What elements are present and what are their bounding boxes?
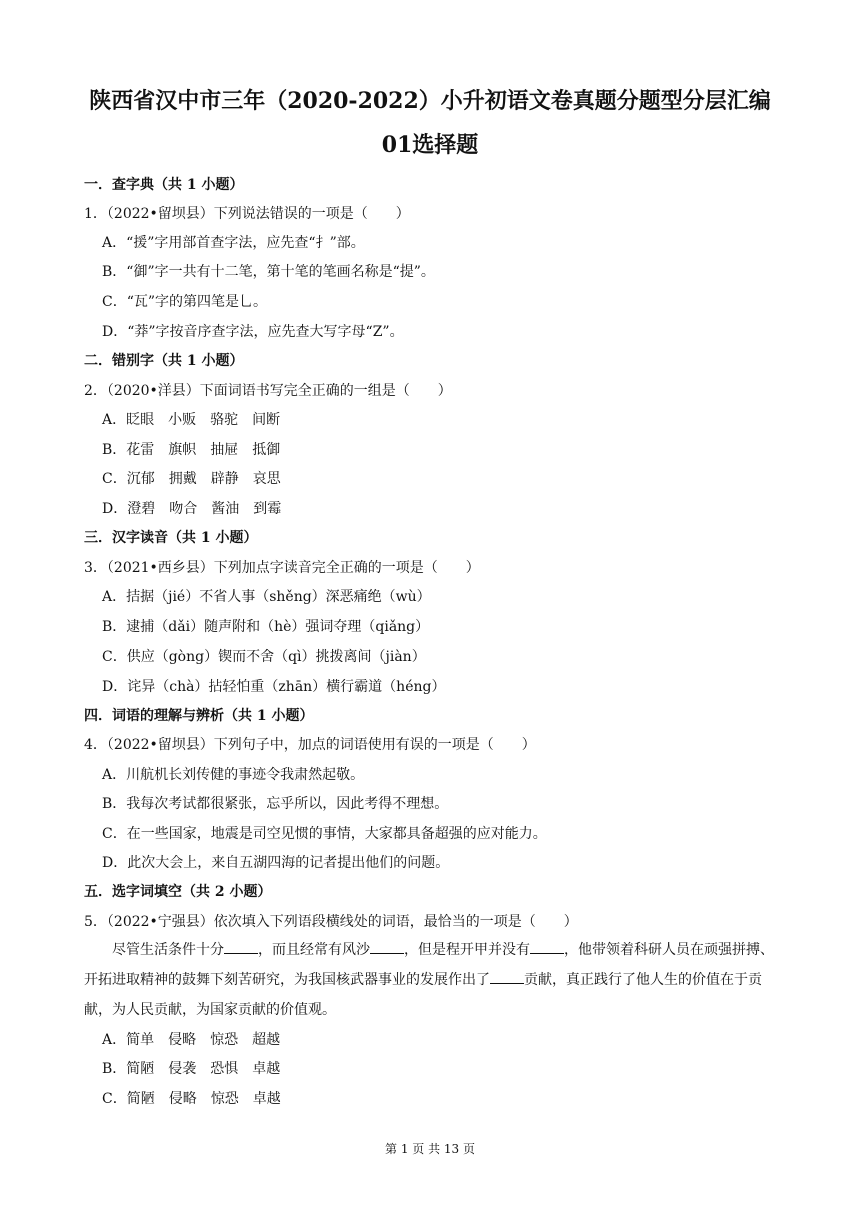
answer-blank	[490, 971, 524, 984]
document-subtitle: 01选择题	[381, 132, 479, 158]
passage-segment: 贡献，真正践行了他人生的价值在于贡献，为人民贡献，为国家贡献的价值观。	[84, 972, 762, 1018]
option-a: A．眨眼 小贩 骆驼 间断	[102, 412, 281, 428]
option-a: A．川航机长刘传健的事迹令我肃然起敬。	[102, 767, 365, 783]
question-passage	[84, 935, 774, 1025]
option-a: A．拮据（jié）不省人事（shěng）深恶痛绝（wù）	[102, 589, 431, 605]
question-stem: 4．（2022•留坝县）下列句子中，加点的词语使用有误的一项是（ ）	[84, 737, 536, 753]
option-b: B．简陋 侵袭 恐惧 卓越	[102, 1061, 281, 1077]
section-heading: 五．选字词填空（共 2 小题）	[84, 884, 272, 900]
passage-segment: ，而且经常有风沙	[258, 942, 370, 958]
question-stem: 1．（2022•留坝县）下列说法错误的一项是（ ）	[84, 206, 410, 222]
question-stem: 2．（2020•洋县）下面词语书写完全正确的一组是（ ）	[84, 383, 452, 399]
option-b: B．“御”字一共有十二笔，第十笔的笔画名称是“提”。	[102, 264, 435, 280]
question-stem: 5．（2022•宁强县）依次填入下列语段横线处的词语，最恰当的一项是（ ）	[84, 914, 578, 930]
answer-blank	[224, 941, 258, 954]
option-a: A．简单 侵略 惊恐 超越	[102, 1032, 281, 1048]
passage-segment: ，他带领着科研人员在顽强拼搏、开拓进取精神的鼓舞下刻苦研究，为我国核武器事业的发展作出了	[84, 942, 774, 988]
option-b: B．花雷 旗帜 抽屉 抵御	[102, 442, 281, 458]
option-d: D．诧异（chà）拈轻怕重（zhān）横行霸道（héng）	[102, 679, 446, 695]
option-c: C．“瓦”字的第四笔是乚。	[102, 294, 268, 310]
option-b: B．逮捕（dǎi）随声附和（hè）强词夺理（qiǎng）	[102, 619, 430, 635]
option-c: C．简陋 侵略 惊恐 卓越	[102, 1091, 281, 1107]
option-b: B．我每次考试都很紧张，忘乎所以，因此考得不理想。	[102, 796, 449, 812]
passage-segment: 尽管生活条件十分	[112, 942, 224, 958]
section-heading: 三．汉字读音（共 1 小题）	[84, 530, 258, 546]
page-footer: 第 1 页 共 13 页	[385, 1142, 475, 1156]
option-d: D．“莽”字按音序查字法，应先查大写字母“Z”。	[102, 324, 404, 340]
option-a: A．“援”字用部首查字法，应先查“扌”部。	[102, 235, 365, 251]
section-heading: 二．错别字（共 1 小题）	[84, 353, 244, 369]
option-c: C．沉郁 拥戴 辟静 哀思	[102, 471, 281, 487]
document-title: 陕西省汉中市三年（2020-2022）小升初语文卷真题分题型分层汇编	[89, 88, 771, 114]
question-stem: 3．（2021•西乡县）下列加点字读音完全正确的一项是（ ）	[84, 560, 480, 576]
answer-blank	[370, 941, 404, 954]
answer-blank	[530, 941, 564, 954]
option-d: D．此次大会上，来自五湖四海的记者提出他们的问题。	[102, 855, 450, 871]
section-heading: 一．查字典（共 1 小题）	[84, 177, 244, 193]
option-c: C．供应（gòng）锲而不舍（qì）挑拨离间（jiàn）	[102, 649, 426, 665]
option-d: D．澄碧 吻合 酱油 到霉	[102, 501, 282, 517]
section-heading: 四．词语的理解与辨析（共 1 小题）	[84, 708, 314, 724]
option-c: C．在一些国家，地震是司空见惯的事情，大家都具备超强的应对能力。	[102, 826, 547, 842]
passage-segment: ，但是程开甲并没有	[404, 942, 530, 958]
